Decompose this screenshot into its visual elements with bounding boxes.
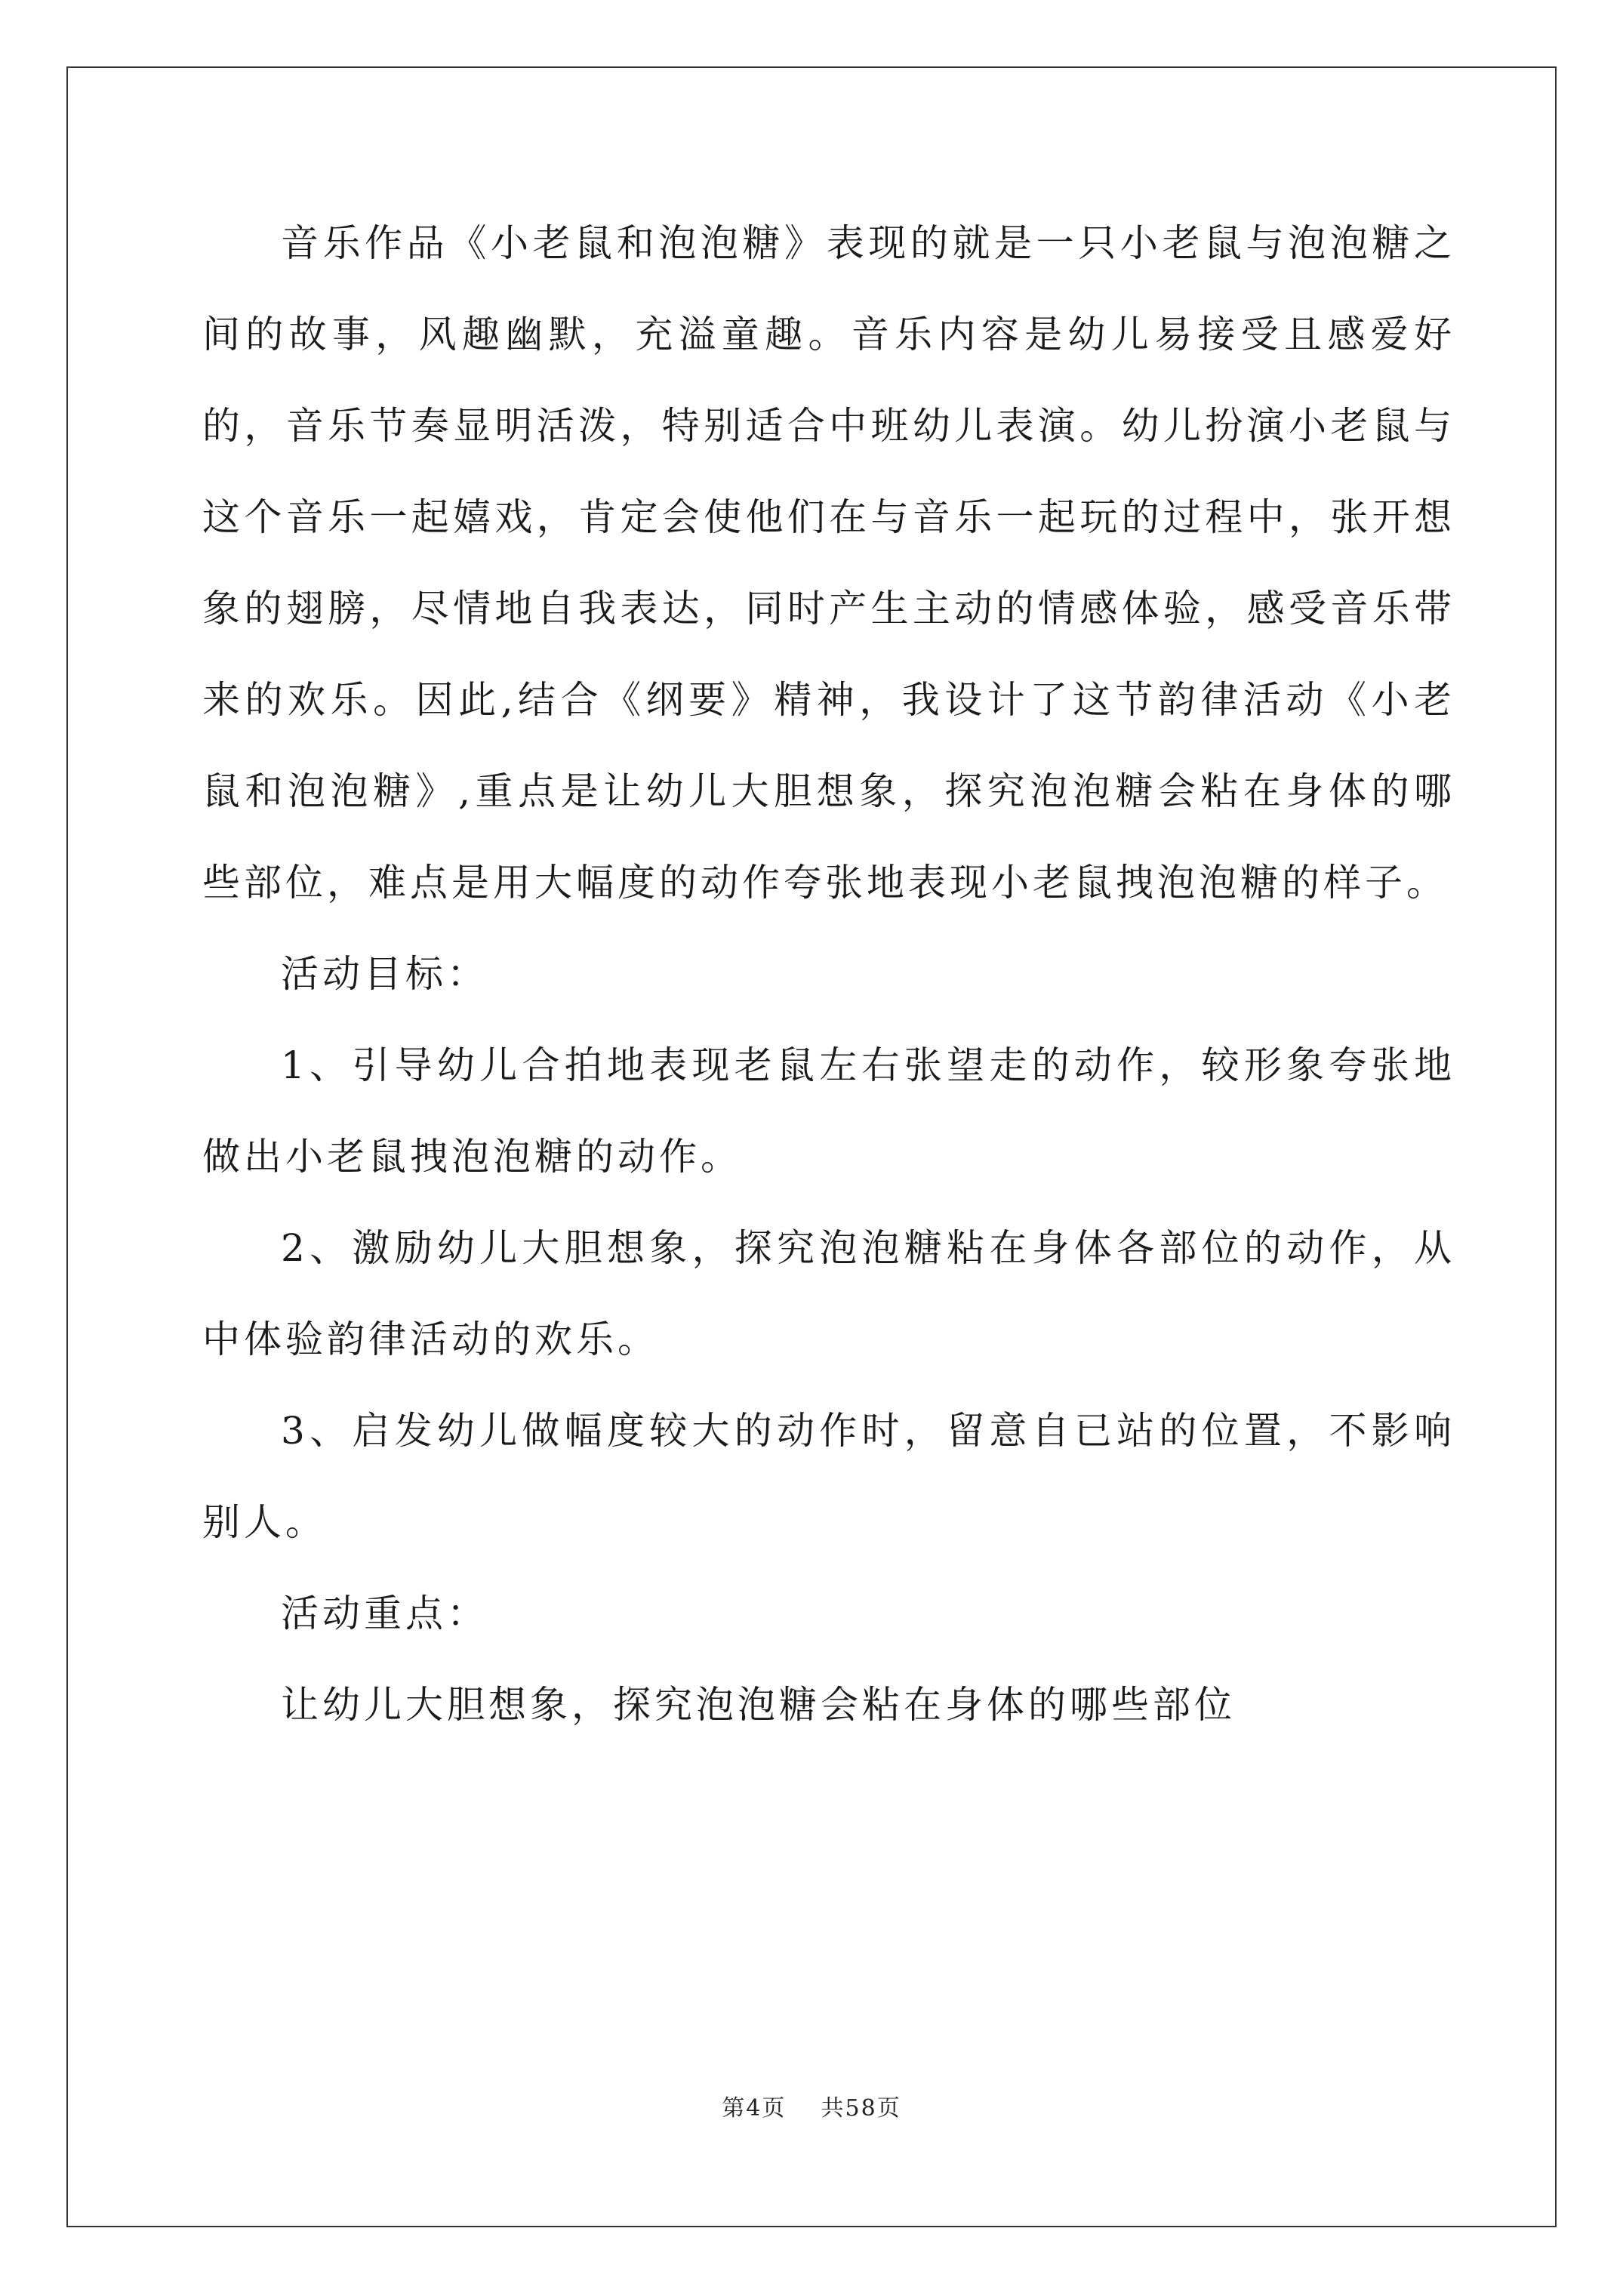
section-heading-key-points: 活动重点： <box>281 1592 488 1635</box>
key-point-text: 让幼儿大胆想象，探究泡泡糖会粘在身体的哪些部位 <box>281 1683 1236 1727</box>
objective-item-3: 3、启发幼儿做幅度较大的动作时，留意自已站的位置，不影响别人。 <box>202 1409 1455 1544</box>
page-footer <box>0 2094 1623 2124</box>
page-total: 共58页 <box>821 2095 901 2122</box>
section-heading-objectives: 活动目标： <box>281 952 488 996</box>
objective-item-1: 1、引导幼儿合拍地表现老鼠左右张望走的动作，较形象夸张地做出小老鼠拽泡泡糖的动作。 <box>202 1043 1455 1179</box>
page-number: 第4页 <box>722 2095 787 2122</box>
document-body <box>202 198 1455 1751</box>
objective-item-2: 2、激励幼儿大胆想象，探究泡泡糖粘在身体各部位的动作，从中体验韵律活动的欢乐。 <box>202 1226 1455 1361</box>
intro-paragraph: 音乐作品《小老鼠和泡泡糖》表现的就是一只小老鼠与泡泡糖之间的故事，风趣幽默，充溢童趣。音乐内容是幼儿易接受且感爱好的，音乐节奏显明活泼，特别适合中班幼儿表演。幼儿扮演小老鼠与这个音乐一起嬉戏，肯定会使他们在与音乐一起玩的过程中，张开想象的翅膀，尽情地自我表达，同时产生主动的情感体验，感受音乐带来的欢乐。因此,结合《纲要》精神，我设计了这节韵律活动《小老鼠和泡泡糖》,重点是让幼儿大胆想象，探究泡泡糖会粘在身体的哪些部位，难点是用大幅度的动作夸张地表现小老鼠拽泡泡糖的样子。 <box>202 221 1455 905</box>
